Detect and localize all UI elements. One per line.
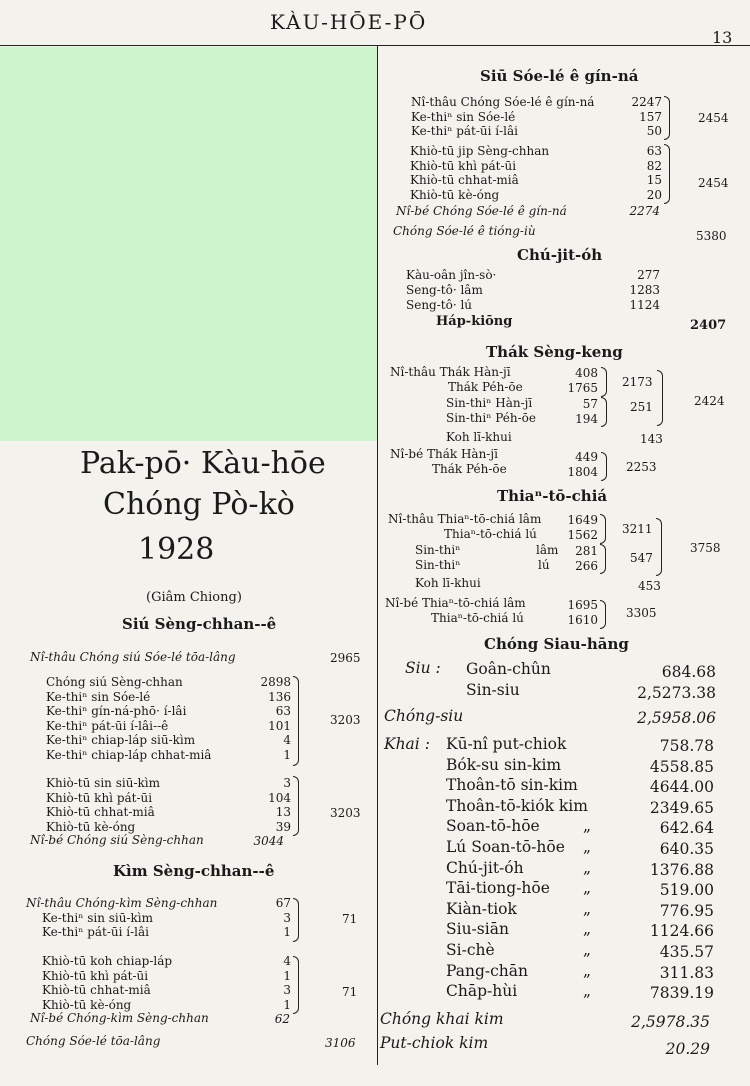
row-label: Nî-thâu Chóng Sóe-lé ê gín-ná bbox=[411, 95, 595, 109]
row-label: Sin-thiⁿ bbox=[415, 558, 461, 572]
report-subtitle: (Giâm Chiong) bbox=[146, 590, 242, 605]
group-total: 3203 bbox=[330, 713, 361, 727]
row-value: 101 bbox=[268, 718, 291, 733]
row-value: 62 bbox=[274, 1012, 290, 1026]
grand-total: 3758 bbox=[690, 541, 721, 555]
row-label: Khiò-tū khì pát-ūi bbox=[46, 790, 153, 805]
row-value: 1 bbox=[283, 747, 291, 762]
row-label: Khiò-tū kè-óng bbox=[46, 819, 136, 834]
row-value: 1124 bbox=[629, 298, 660, 312]
row-value: 2,5273.38 bbox=[637, 684, 716, 702]
row-label: Ke-thiⁿ gín-ná-phō· í-lâi bbox=[46, 704, 187, 718]
brace bbox=[601, 367, 607, 397]
row-label: Sin-thiⁿ Hàn-jī bbox=[446, 396, 533, 410]
row-label: Khiò-tū khì pát-ūi bbox=[42, 968, 149, 983]
row-label: Khiò-tū kè-óng bbox=[410, 187, 500, 202]
ditto-mark: „ bbox=[583, 838, 592, 856]
brace bbox=[656, 518, 662, 576]
brace bbox=[664, 96, 670, 140]
ditto-mark: „ bbox=[583, 858, 592, 877]
group-total: 3203 bbox=[330, 806, 361, 820]
row-label: Seng-tô· lú bbox=[406, 298, 473, 312]
row-value: 408 bbox=[575, 366, 598, 380]
row-label: lâm bbox=[536, 543, 559, 557]
row-value: 104 bbox=[268, 790, 291, 805]
row-label: Chóng siú Sèng-chhan bbox=[46, 675, 183, 689]
row-label: Thiaⁿ-tō-chiá lú bbox=[444, 527, 537, 541]
row-value: 1695 bbox=[567, 598, 598, 612]
row-label: Koh lī-khui bbox=[415, 576, 481, 590]
row-label: Khiò-tū sin siū-kìm bbox=[46, 776, 160, 790]
row-value: 1124.66 bbox=[649, 922, 714, 941]
row-label: Chóng Sóe-lé ê tióng-iù bbox=[393, 224, 536, 238]
group-total: 2173 bbox=[622, 375, 653, 389]
row-label: Kiàn-tiok bbox=[446, 899, 517, 918]
row-label: Chóng Sóe-lé tōa-lâng bbox=[26, 1034, 161, 1048]
page-number: 13 bbox=[712, 28, 733, 47]
row-value: 3044 bbox=[253, 834, 284, 848]
row-label: Soan-tō-hōe bbox=[446, 817, 540, 836]
row-label: Put-chiok kim bbox=[380, 1034, 489, 1052]
row-value: 1610 bbox=[567, 613, 598, 627]
row-value: 1765 bbox=[567, 381, 598, 395]
row-value: 4558.85 bbox=[649, 757, 714, 776]
row-value: 67 bbox=[275, 896, 291, 910]
row-label: Ke-thiⁿ chiap-láp siū-kìm bbox=[46, 733, 196, 747]
row-value: 2247 bbox=[631, 95, 662, 109]
row-value: 1562 bbox=[567, 528, 598, 542]
header-title: KÀU-HŌE-PŌ bbox=[270, 10, 428, 34]
section-heading-soele: Siū Sóe-lé ê gín-ná bbox=[480, 67, 639, 85]
row-value: 4 bbox=[283, 733, 291, 747]
row-label: Thák Péh-ōe bbox=[448, 380, 523, 394]
row-label: Khiò-tū chhat-miâ bbox=[42, 983, 151, 997]
row-label: Ke-thiⁿ sin siū-kìm bbox=[42, 910, 153, 925]
row-value: 1 bbox=[283, 925, 291, 939]
row-label: Sin-siu bbox=[466, 681, 520, 699]
brace bbox=[601, 397, 607, 427]
brace bbox=[600, 600, 606, 629]
row-label: Ke-thiⁿ pát-ūi í-lâi bbox=[411, 124, 519, 138]
header-rule bbox=[0, 45, 750, 46]
row-value: 776.95 bbox=[659, 901, 714, 920]
row-value: 684.68 bbox=[661, 663, 716, 681]
green-paper-patch bbox=[0, 47, 377, 441]
row-label: Ke-thiⁿ sin Sóe-lé bbox=[46, 689, 151, 704]
row-value: 50 bbox=[646, 124, 662, 138]
row-label: lú bbox=[538, 558, 550, 572]
report-year: 1928 bbox=[138, 532, 215, 567]
siu-label: Siu : bbox=[405, 659, 441, 677]
row-label: Chóng khai kim bbox=[380, 1010, 504, 1028]
row-label: Nî-bé Chóng siú Sèng-chhan bbox=[30, 833, 204, 847]
row-value: 5380 bbox=[696, 229, 727, 243]
row-label: Nî-thâu Chóng-kìm Sèng-chhan bbox=[26, 896, 218, 910]
brace bbox=[600, 514, 606, 544]
ditto-mark: „ bbox=[583, 879, 592, 898]
row-value: 20 bbox=[646, 187, 662, 202]
row-label: Sin-thiⁿ Péh-ōe bbox=[446, 411, 536, 425]
brace bbox=[601, 452, 607, 481]
row-label: Thoân-tō sin-kim bbox=[446, 776, 578, 795]
row-value: 1283 bbox=[629, 283, 660, 297]
column-divider bbox=[377, 45, 378, 1065]
row-value: 136 bbox=[268, 689, 291, 704]
row-value: 3 bbox=[283, 776, 291, 790]
row-label: Thoân-tō-kiók kim bbox=[446, 796, 588, 815]
row-label: Chāp-hùi bbox=[446, 982, 518, 1001]
row-label: Nî-bé Chóng-kìm Sèng-chhan bbox=[30, 1011, 209, 1025]
row-value: 453 bbox=[638, 579, 661, 593]
row-value: 82 bbox=[646, 158, 662, 173]
row-value: 266 bbox=[575, 559, 598, 573]
row-label: Nî-bé Chóng Sóe-lé ê gín-ná bbox=[396, 204, 567, 218]
section-heading-siauhang: Chóng Siau-hāng bbox=[484, 635, 629, 653]
group-total: 2454 bbox=[698, 176, 729, 190]
row-label: Bók-su sin-kim bbox=[446, 755, 562, 774]
row-value: 63 bbox=[646, 144, 662, 158]
row-value: 3 bbox=[283, 910, 291, 925]
ditto-mark: „ bbox=[583, 817, 592, 836]
report-title-1: Pak-pō· Kàu-hōe bbox=[80, 446, 326, 481]
row-value: 4644.00 bbox=[649, 778, 714, 797]
row-label: Pang-chān bbox=[446, 961, 529, 980]
row-label: Háp-kiōng bbox=[436, 314, 513, 329]
row-label: Ke-thiⁿ pát-ūi í-lâi--ê bbox=[46, 718, 169, 733]
row-value: 4 bbox=[283, 954, 291, 968]
row-label: Khiò-tū chhat-miâ bbox=[410, 173, 519, 187]
row-label: Nî-thâu Thák Hàn-jī bbox=[390, 365, 511, 379]
group-total: 3211 bbox=[622, 522, 653, 536]
brace bbox=[664, 144, 670, 204]
row-value: 449 bbox=[575, 450, 598, 464]
row-label: Thák Péh-ōe bbox=[432, 462, 507, 476]
section-heading-kim: Kìm Sèng-chhan--ê bbox=[113, 862, 275, 880]
row-value: 277 bbox=[637, 268, 660, 282]
row-value: 143 bbox=[640, 432, 663, 446]
report-title-2: Chóng Pò-kò bbox=[103, 487, 295, 522]
row-value: 2,5958.06 bbox=[637, 709, 716, 727]
row-label: Lú Soan-tō-hōe bbox=[446, 838, 565, 856]
group-total: 3305 bbox=[626, 606, 657, 620]
row-label: Siu-siān bbox=[446, 920, 509, 939]
row-value: 57 bbox=[582, 397, 598, 411]
row-label: Thiaⁿ-tō-chiá lú bbox=[431, 611, 524, 625]
row-value: 1 bbox=[283, 968, 291, 983]
grand-total: 2424 bbox=[694, 394, 725, 408]
section-heading-chujitoh: Chú-jit-óh bbox=[517, 246, 603, 264]
row-value: 3 bbox=[283, 983, 291, 997]
brace bbox=[293, 776, 299, 836]
group-total: 2253 bbox=[626, 460, 657, 474]
row-value: 2407 bbox=[690, 318, 727, 333]
row-value: 194 bbox=[575, 412, 598, 426]
row-value: 63 bbox=[275, 704, 291, 718]
brace bbox=[600, 544, 606, 574]
row-value: 13 bbox=[275, 805, 291, 819]
row-value: 2274 bbox=[629, 204, 660, 218]
brace bbox=[293, 898, 299, 942]
row-value: 640.35 bbox=[659, 840, 714, 858]
brace bbox=[657, 370, 663, 426]
row-label: Goân-chûn bbox=[466, 660, 551, 678]
row-label: Si-chè bbox=[446, 941, 495, 959]
section-heading-thak: Thák Sèng-keng bbox=[486, 343, 623, 361]
row-label: Nî-bé Thiaⁿ-tō-chiá lâm bbox=[385, 596, 526, 610]
row-value: 642.64 bbox=[659, 819, 714, 838]
row-value: 1 bbox=[283, 997, 291, 1012]
row-label: Chú-jit-óh bbox=[446, 858, 524, 877]
ditto-mark: „ bbox=[583, 961, 592, 980]
row-value: 15 bbox=[646, 173, 662, 187]
row-value: 2349.65 bbox=[649, 798, 714, 817]
row-label: Nî-thâu Thiaⁿ-tō-chiá lâm bbox=[388, 512, 542, 526]
row-label: Khiò-tū khì pát-ūi bbox=[410, 158, 517, 173]
row-value: 281 bbox=[575, 544, 598, 558]
row-label: Ke-thiⁿ pát-ūi í-lâi bbox=[42, 925, 150, 939]
row-value: 2898 bbox=[260, 675, 291, 689]
group-total: 71 bbox=[342, 985, 358, 999]
row-value: 3106 bbox=[325, 1036, 356, 1050]
row-label: Kū-nî put-chiok bbox=[446, 735, 567, 753]
row-value: 20.29 bbox=[665, 1040, 710, 1058]
khai-label: Khai : bbox=[384, 735, 430, 753]
row-value: 2,5978.35 bbox=[631, 1013, 710, 1031]
row-value: 1649 bbox=[567, 513, 598, 527]
ditto-mark: „ bbox=[583, 982, 592, 1001]
row-label: Koh lī-khui bbox=[446, 430, 512, 444]
ditto-mark: „ bbox=[583, 920, 592, 939]
row-value: 758.78 bbox=[659, 737, 714, 755]
row-label: Ke-thiⁿ chiap-láp chhat-miâ bbox=[46, 747, 212, 762]
row-value: 2965 bbox=[330, 651, 361, 665]
row-label: Seng-tô· lâm bbox=[406, 283, 483, 297]
row-label: Khiò-tū chhat-miâ bbox=[46, 805, 155, 819]
row-label: Khiò-tū kè-óng bbox=[42, 997, 132, 1012]
ditto-mark: „ bbox=[583, 899, 592, 918]
ditto-mark: „ bbox=[583, 941, 592, 959]
row-label: Khiò-tū jip Sèng-chhan bbox=[410, 144, 550, 158]
group-total: 251 bbox=[630, 400, 653, 414]
brace bbox=[293, 676, 299, 766]
row-label: Khiò-tū koh chiap-láp bbox=[42, 954, 173, 968]
group-total: 71 bbox=[342, 912, 358, 926]
brace bbox=[293, 956, 299, 1014]
row-value: 39 bbox=[275, 819, 291, 834]
row-value: 435.57 bbox=[659, 943, 714, 961]
row-value: 311.83 bbox=[659, 963, 714, 982]
section-heading-siu: Siú Sèng-chhan--ê bbox=[122, 615, 277, 633]
row-label: Tāi-tiong-hōe bbox=[446, 879, 550, 898]
row-value: 157 bbox=[639, 109, 662, 124]
row-label: Chóng-siu bbox=[384, 707, 464, 725]
group-total: 547 bbox=[630, 551, 653, 565]
row-label: Nî-bé Thák Hàn-jī bbox=[390, 447, 498, 461]
row-value: 1376.88 bbox=[649, 860, 714, 879]
row-value: 7839.19 bbox=[649, 984, 714, 1003]
row-label: Kàu-oân jîn-sò· bbox=[406, 268, 497, 282]
row-label: Sin-thiⁿ bbox=[415, 543, 461, 557]
row-value: 1804 bbox=[567, 465, 598, 479]
row-label: Ke-thiⁿ sin Sóe-lé bbox=[411, 109, 516, 124]
group-total: 2454 bbox=[698, 111, 729, 125]
row-label: Nî-thâu Chóng siú Sóe-lé tōa-lâng bbox=[30, 650, 236, 664]
row-value: 519.00 bbox=[659, 881, 714, 900]
section-heading-thiato: Thiaⁿ-tō-chiá bbox=[497, 487, 608, 505]
